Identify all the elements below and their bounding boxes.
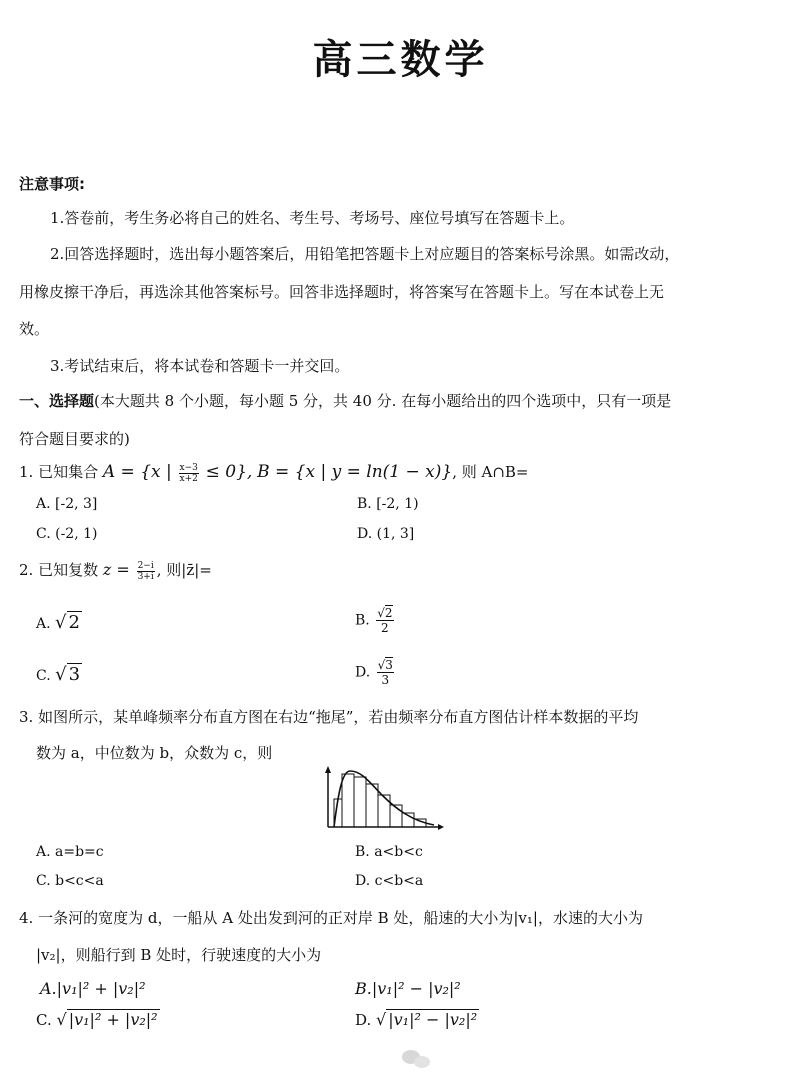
q1-option-a: A. [-2, 3] <box>36 496 98 512</box>
notice-item-2-end: 效。 <box>19 320 50 338</box>
q2-option-a-radicand: 2 <box>68 612 80 633</box>
watermark-chat-icon <box>400 1046 440 1072</box>
q3-option-a: A. a=b=c <box>36 844 104 860</box>
q2-option-b-num: √2 <box>377 606 393 620</box>
q2-option-c-radicand: 3 <box>68 664 81 685</box>
histogram-x-arrow <box>438 824 444 830</box>
question-1 <box>19 461 528 484</box>
q1-fraction <box>179 463 199 484</box>
q2-suffix: , 则|z̄|= <box>156 561 212 579</box>
notice-item-1: 1.答卷前，考生务必将自己的姓名、考生号、考场号、座位号填写在答题卡上。 <box>50 209 575 227</box>
section-heading <box>19 390 671 411</box>
q2-option-c-label: C. <box>36 668 51 684</box>
q4-option-d <box>355 1010 479 1029</box>
notice-item-2: 2.回答选择题时，选出每小题答案后，用铅笔把答题卡上对应题目的答案标号涂黑。如需改动， <box>50 245 680 263</box>
q3-option-b: B. a<b<c <box>355 844 423 860</box>
q4-option-b: B.|v₁|² − |v₂|² <box>355 979 461 998</box>
q1-option-c: C. (-2, 1) <box>36 526 98 542</box>
q1-prefix: 1. 已知集合 <box>19 463 99 481</box>
q2-option-d-num: √3 <box>377 658 393 672</box>
page-title: 高三数学 <box>312 37 489 83</box>
notice-item-3: 3.考试结束后，将本试卷和答题卡一并交回。 <box>50 357 350 375</box>
q2-option-d-frac <box>377 658 394 687</box>
histogram-bar <box>342 774 354 827</box>
q2-option-d <box>355 658 396 687</box>
section-title: 一、选择题 <box>19 392 95 410</box>
q2-z: z = <box>102 560 130 579</box>
q1-option-b: B. [-2, 1) <box>357 496 419 512</box>
q2-option-c-sqrt: √ 3 <box>55 664 81 685</box>
q1-frac-den: x+2 <box>179 473 198 484</box>
q2-option-d-den: 3 <box>381 673 390 687</box>
q4-option-d-sqrt: √ |v₁|² − |v₂|² <box>376 1010 478 1029</box>
q1-set-a: A = {x | <box>102 462 172 482</box>
notice-heading: 注意事项: <box>19 175 85 193</box>
q1-frac-num: x−3 <box>179 462 198 473</box>
q2-option-b-den: 2 <box>381 621 389 635</box>
notice-item-2-cont: 用橡皮擦干净后，再选涂其他答案标号。回答非选择题时，将答案写在答题卡上。写在本试卷上无 <box>19 283 665 301</box>
q3-option-c: C. b<c<a <box>36 873 104 889</box>
q2-option-a-label: A. <box>36 616 51 632</box>
q4-option-c <box>36 1010 160 1029</box>
q1-suffix: , 则 A∩B= <box>452 463 529 481</box>
q4-option-c-label: C. <box>36 1011 52 1029</box>
histogram-y-arrow <box>325 766 331 773</box>
q2-option-c <box>36 664 82 685</box>
q3-line-2: 数为 a，中位数为 b，众数为 c，则 <box>36 744 273 762</box>
q2-option-a <box>36 612 82 633</box>
section-desc-cont: 符合题目要求的) <box>19 430 130 448</box>
q2-frac-num: 2−i <box>137 560 154 571</box>
q4-option-d-label: D. <box>355 1011 372 1029</box>
q4-line-1: 4. 一条河的宽度为 d，一船从 A 处出发到河的正对岸 B 处，船速的大小为|v₁|，水速的大小为 <box>19 909 643 927</box>
q1-option-d: D. (1, 3] <box>357 526 415 542</box>
q2-frac-den: 3+i <box>137 571 154 582</box>
q3-option-d: D. c<b<a <box>355 873 424 889</box>
q2-option-b-label: B. <box>355 612 370 629</box>
histogram-bar <box>354 777 366 827</box>
q4-option-c-radicand: |v₁|² + |v₂|² <box>68 1010 158 1029</box>
q2-prefix: 2. 已知复数 <box>19 561 99 579</box>
q2-option-b-frac <box>376 606 393 635</box>
q1-set-a-end: ≤ 0}, <box>205 462 253 482</box>
q2-option-a-sqrt: √ 2 <box>55 612 80 633</box>
q1-set-b: B = {x | y = ln(1 − x)} <box>257 462 453 482</box>
q2-option-d-radicand: 3 <box>385 658 393 672</box>
q4-option-d-radicand: |v₁|² − |v₂|² <box>388 1010 478 1029</box>
section-desc: (本大题共 8 个小题，每小题 5 分，共 40 分. 在每小题给出的四个选项中，只有一项是 <box>94 392 672 410</box>
q2-option-b <box>355 606 396 635</box>
q3-line-1: 3. 如图所示，某单峰频率分布直方图在右边“拖尾”，若由频率分布直方图估计样本数据的平均 <box>19 708 639 726</box>
q4-line-2: |v₂|，则船行到 B 处时，行驶速度的大小为 <box>36 946 322 964</box>
q4-option-c-sqrt: √ |v₁|² + |v₂|² <box>56 1010 158 1029</box>
q2-fraction <box>137 561 155 582</box>
q4-option-a: A.|v₁|² + |v₂|² <box>40 979 146 998</box>
q2-option-d-label: D. <box>355 664 371 681</box>
histogram-figure <box>320 765 445 835</box>
question-2 <box>19 559 212 582</box>
q2-option-b-radicand: 2 <box>384 606 393 620</box>
histogram-bar <box>366 784 378 827</box>
